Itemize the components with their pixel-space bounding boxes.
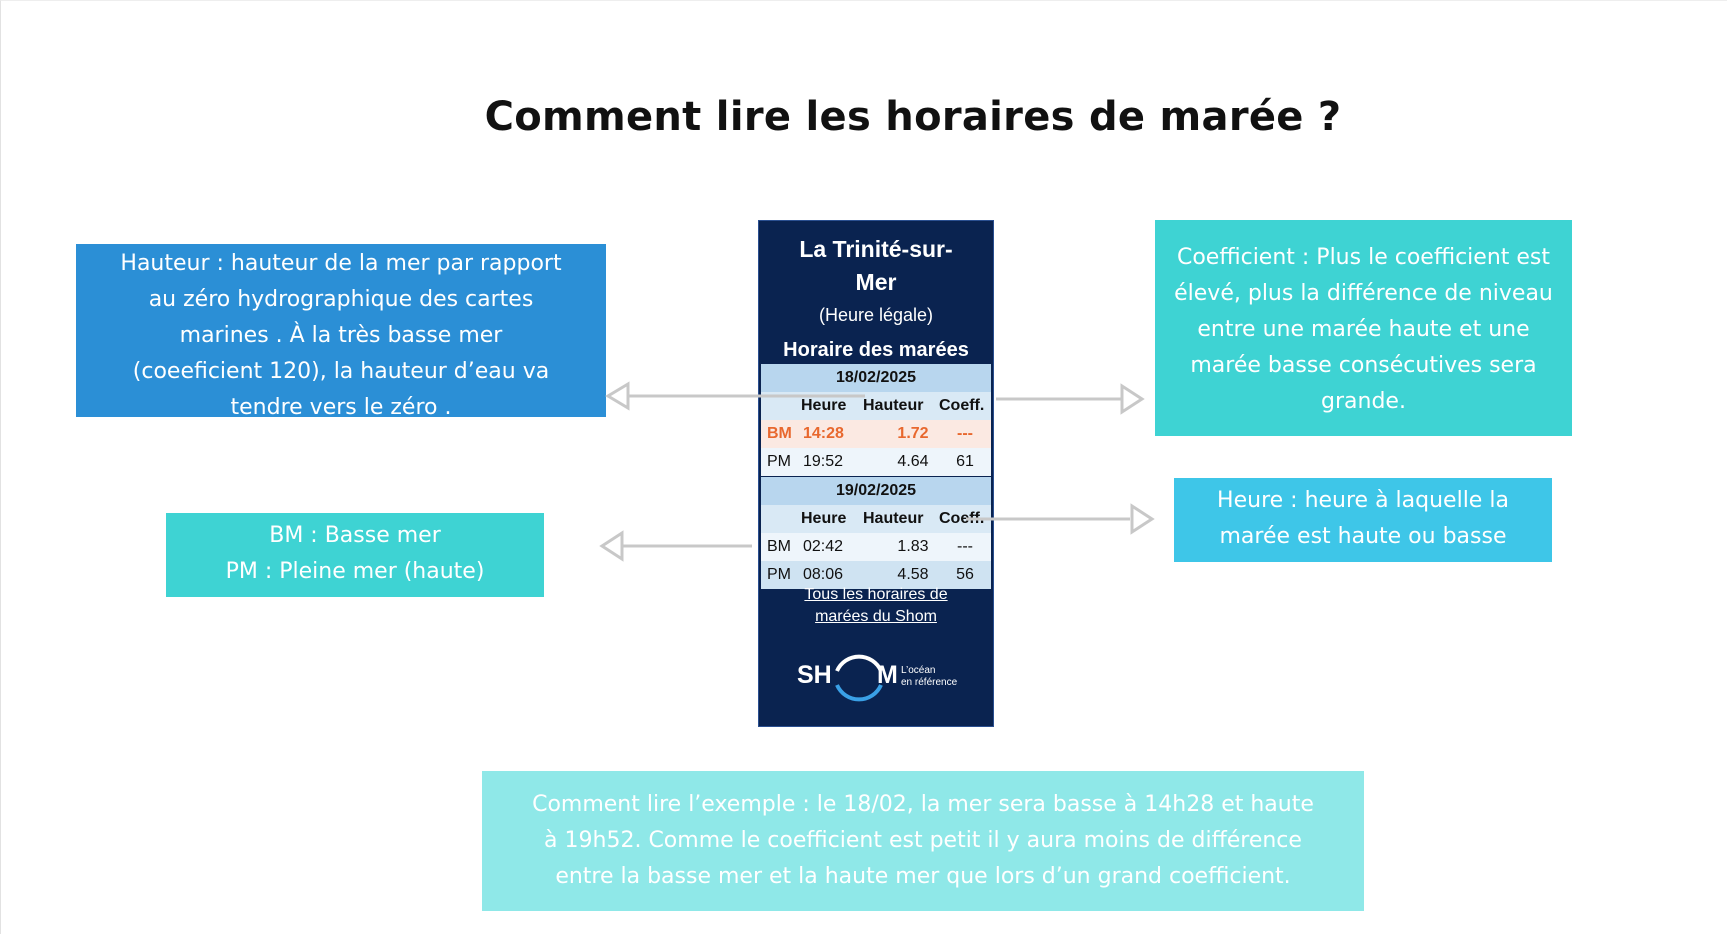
tide-type: BM: [767, 425, 792, 442]
column-header-height: Hauteur: [863, 510, 924, 527]
tide-coef: 61: [956, 453, 974, 470]
column-header-coef: Coeff.: [939, 510, 985, 527]
tide-coef: ---: [957, 538, 973, 555]
day-date: 19/02/2025: [761, 477, 991, 505]
tide-time: 19:52: [803, 453, 844, 470]
shom-link-line[interactable]: Tous les horaires de: [804, 586, 948, 603]
tide-coef: ---: [957, 425, 973, 442]
note-example-line: à 19h52. Comme le coefficient est petit il y aura moins de différence: [544, 828, 1302, 853]
tide-time: 02:42: [803, 538, 844, 555]
logo-tagline-line: L’océan: [901, 665, 936, 676]
tide-type: PM: [767, 566, 791, 583]
widget-heading: Horaire des marées: [783, 339, 969, 361]
tide-time: 08:06: [803, 566, 844, 583]
tide-height: 4.58: [897, 566, 929, 583]
note-hauteur-line: marines . À la très basse mer: [179, 323, 503, 348]
day-date: 18/02/2025: [761, 364, 991, 392]
tide-type: PM: [767, 453, 791, 470]
page-title: Comment lire les horaires de marée ?: [484, 94, 1342, 140]
arrowhead-heure: [1132, 506, 1152, 532]
column-header-coef: Coeff.: [939, 397, 985, 414]
widget-place-line: Mer: [855, 269, 897, 295]
note-bm-line: BM : Basse mer: [269, 523, 441, 548]
note-pm-line: PM : Pleine mer (haute): [225, 559, 485, 584]
note-heure-line: Heure : heure à laquelle la: [1217, 488, 1509, 513]
column-header-time: Heure: [801, 510, 847, 527]
tide-coef: 56: [956, 566, 974, 583]
note-coefficient-line: Coefficient : Plus le coefficient est: [1176, 245, 1551, 270]
note-example-line: Comment lire l’exemple : le 18/02, la mer sera basse à 14h28 et haute: [532, 792, 1314, 817]
logo-text-left: SH: [797, 661, 832, 689]
tide-height: 4.64: [897, 453, 929, 470]
logo-tagline-line: en référence: [901, 677, 958, 688]
widget-place-line: La Trinité-sur-: [799, 236, 953, 262]
tide-height: 1.83: [897, 538, 929, 555]
logo-text-right: M: [877, 661, 898, 689]
tide-type: BM: [767, 538, 791, 555]
note-coefficient-line: élevé, plus la différence de niveau: [1174, 281, 1553, 306]
note-heure-line: marée est haute ou basse: [1219, 524, 1507, 549]
column-header-height: Hauteur: [863, 397, 924, 414]
arrowhead-coefficient: [1122, 386, 1142, 412]
tide-time: 14:28: [803, 425, 844, 442]
note-coefficient-line: entre une marée haute et une: [1197, 317, 1530, 342]
note-example-line: entre la basse mer et la haute mer que lors d’un grand coefficient.: [555, 864, 1291, 889]
note-hauteur-line: au zéro hydrographique des cartes: [148, 287, 534, 312]
arrowhead-bm-pm: [602, 533, 622, 559]
widget-legal-time: (Heure légale): [818, 305, 934, 325]
note-coefficient-line: marée basse consécutives sera: [1190, 353, 1537, 378]
tide-height: 1.72: [897, 425, 929, 442]
shom-link-line[interactable]: marées du Shom: [815, 608, 937, 625]
note-coefficient-line: grande.: [1321, 389, 1406, 414]
column-header-time: Heure: [801, 397, 847, 414]
note-hauteur-line: (coeeficient 120), la hauteur d’eau va: [132, 359, 550, 384]
note-hauteur-line: tendre vers le zéro .: [230, 395, 452, 420]
note-hauteur-line: Hauteur : hauteur de la mer par rapport: [120, 251, 562, 276]
arrowhead-hauteur: [608, 384, 628, 408]
